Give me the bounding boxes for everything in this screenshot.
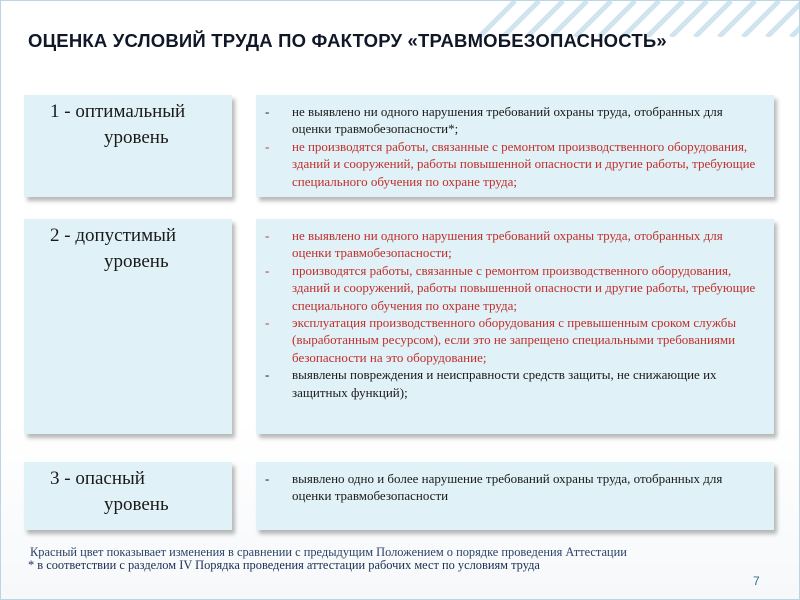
level-word: уровень — [104, 127, 169, 148]
level-description-acceptable — [256, 219, 774, 434]
criteria-item: - выявлено одно и более нарушение требований охраны труда, отобранных для оценки травмобезопасности — [256, 470, 764, 505]
page-number: 7 — [753, 574, 760, 588]
level-card-dangerous — [24, 462, 232, 530]
criteria-item: - не выявлено ни одного нарушения требований охраны труда, отобранных для оценки травмобезопасности; — [256, 227, 764, 262]
criteria-item: - выявлены повреждения и неисправности средств защиты, не снижающие их защитных функций); — [256, 366, 764, 401]
level-word: уровень — [104, 494, 169, 515]
criteria-item: - производятся работы, связанные с ремонтом производственного оборудования, зданий и сооружений, работы повышенной опасности и другие работы, требующие специального обучения по охране труда; — [256, 262, 764, 314]
criteria-item: - эксплуатация производственного оборудования с превышенным сроком службы (выработанным ресурсом), если это не запрещено специальными требованиями безопасности на это оборудование; — [256, 314, 764, 366]
level-number-label: 2 - допустимый — [50, 225, 177, 246]
slide-title: ОЦЕНКА УСЛОВИЙ ТРУДА ПО ФАКТОРУ «ТРАВМОБЕЗОПАСНОСТЬ» — [28, 30, 667, 51]
criteria-item: - не выявлено ни одного нарушения требований охраны труда, отобранных для оценки травмобезопасности*; — [256, 103, 764, 138]
level-card-acceptable — [24, 219, 232, 434]
level-number-label: 1 - оптимальный — [50, 101, 186, 122]
level-word: уровень — [104, 251, 169, 272]
level-card-optimal — [24, 95, 232, 197]
level-number-label: 3 - опасный — [50, 468, 145, 489]
criteria-item: - не производятся работы, связанные с ремонтом производственного оборудования, зданий и сооружений, работы повышенной опасности и другие работы, требующие специального обучения по охране труда; — [256, 138, 764, 190]
level-description-dangerous — [256, 462, 774, 530]
red-color-note: Красный цвет показывает изменения в сравнении с предыдущим Положением о порядке проведения Аттестации — [30, 545, 627, 559]
footnote: * в соответствии с разделом IV Порядка проведения аттестации рабочих мест по условиям труда — [28, 558, 540, 572]
level-description-optimal — [256, 95, 774, 197]
